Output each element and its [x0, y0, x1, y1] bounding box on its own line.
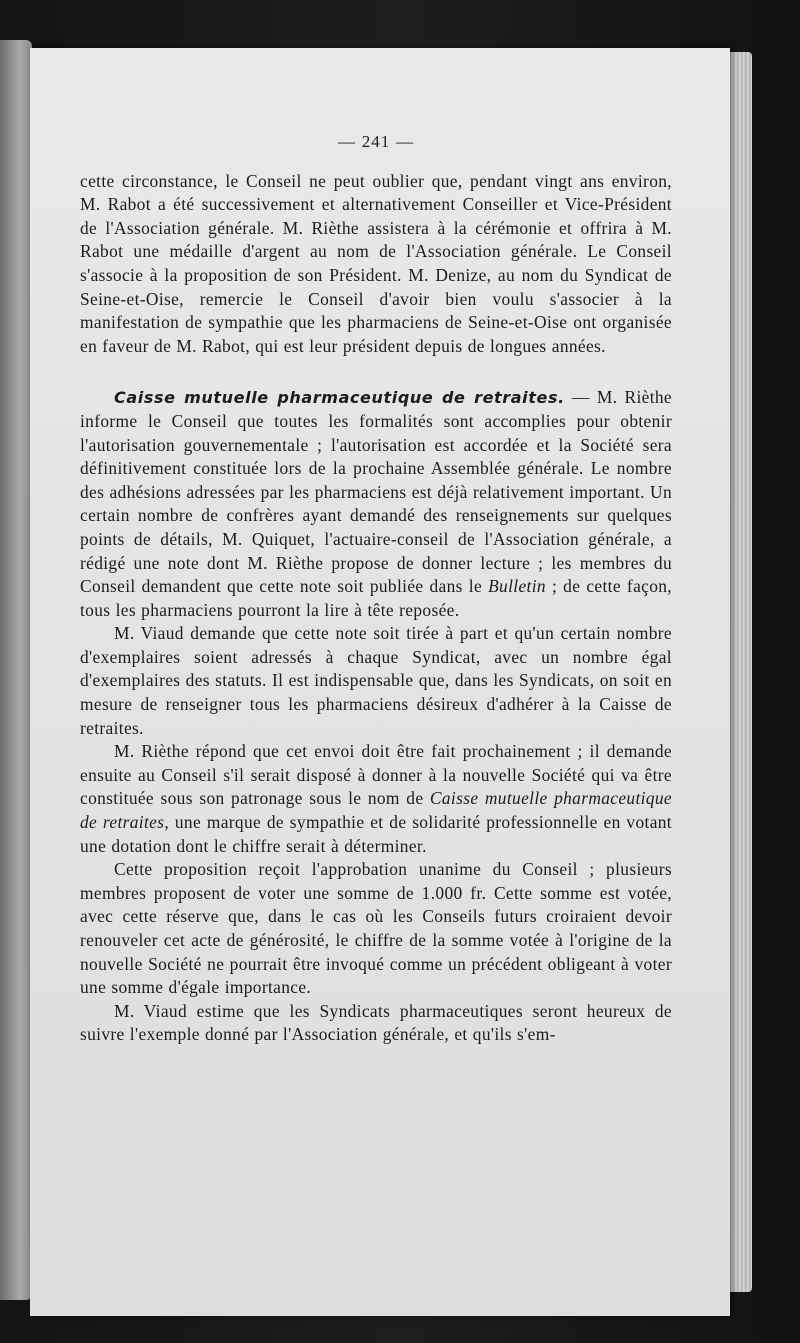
section-title: Caisse mutuelle pharmaceutique de retraites. [114, 388, 565, 408]
facing-page-edge [0, 40, 32, 1300]
page-number: — 241 — [338, 132, 414, 151]
paragraph-riethe-reply [80, 740, 672, 858]
paragraph-viaud-note: M. Viaud demande que cette note soit tirée à part et qu'un certain nombre d'exemplaires soient adressés à chaque Syndicat, avec un nombre égal d'exemplaires des statuts. Il est indispensable que, dans les Syndicats, on soit en mesure de renseigner tous les pharmaciens désireux d'adhérer à la Caisse de retraites. [80, 623, 672, 738]
paragraph-text: — M. Rièthe informe le Conseil que toutes les formalités sont accomplies pour obtenir l'autorisation gouvernementale ; l'autorisation est accordée et la Société sera définitivement constituée lors de la prochaine Assemblée générale. Le nombre des adhésions adressées par les pharmaciens est déjà relativement important. Un certain nombre de confrères ayant demandé des renseignements sur quelques points de détails, M. Quiquet, l'actuaire-conseil de l'Association générale, a rédigé une note dont M. Rièthe propose de donner lecture ; les membres du Conseil demandent que cette note soit publiée dans le [80, 387, 672, 597]
paragraph-caisse-mutuelle [80, 386, 672, 622]
paragraph-proposition: Cette proposition reçoit l'approbation unanime du Conseil ; plusieurs membres proposent de voter une somme de 1.000 fr. Cette somme est votée, avec cette réserve que, dans le cas où les Conseils futurs croiraient devoir renouveler cet acte de générosité, le chiffre de la somme votée à l'origine de la nouvelle Société ne pourrait être invoqué comme un précédent obligeant à voter une somme d'égale importance. [80, 859, 672, 998]
paragraph-text: M. Rièthe répond que cet envoi doit être fait prochainement ; il demande ensuite au Conseil s'il serait disposé à donner à la nouvelle Société qui va être constituée sous son patronage sous le nom de [80, 741, 672, 809]
paragraph-viaud-estime: M. Viaud estime que les Syndicats pharmaceutiques seront heureux de suivre l'exemple donné par l'Association générale, et qu'ils s'em- [80, 1000, 672, 1045]
document-page [30, 48, 730, 1316]
caisse-name-italic: Caisse mutuelle pharmaceutique de retraites [80, 788, 672, 833]
bulletin-italic: Bulletin [488, 576, 546, 597]
paragraph-text-end: ; de cette façon, tous les pharmaciens pourront la lire à tête reposée. [80, 576, 672, 620]
paragraph-text-end: , une marque de sympathie et de solidarité professionnelle en votant une dotation dont le chiffre serait à déterminer. [80, 812, 672, 856]
page-content [80, 130, 672, 1047]
paragraph-rabot: cette circonstance, le Conseil ne peut oublier que, pendant vingt ans environ, M. Rabot a été successivement et alternativement Conseiller et Vice-Président de l'Association générale. M. Rièthe assistera à la cérémonie et offrira à M. Rabot une médaille d'argent au nom de l'Association générale. Le Conseil s'associe à la proposition de son Président. M. Denize, au nom du Syndicat de Seine-et-Oise, remercie le Conseil d'avoir bien voulu s'associer à la manifestation de sympathie que les pharmaciens de Seine-et-Oise ont organisée en faveur de M. Rabot, qui est leur président depuis de longues années. [80, 170, 672, 356]
